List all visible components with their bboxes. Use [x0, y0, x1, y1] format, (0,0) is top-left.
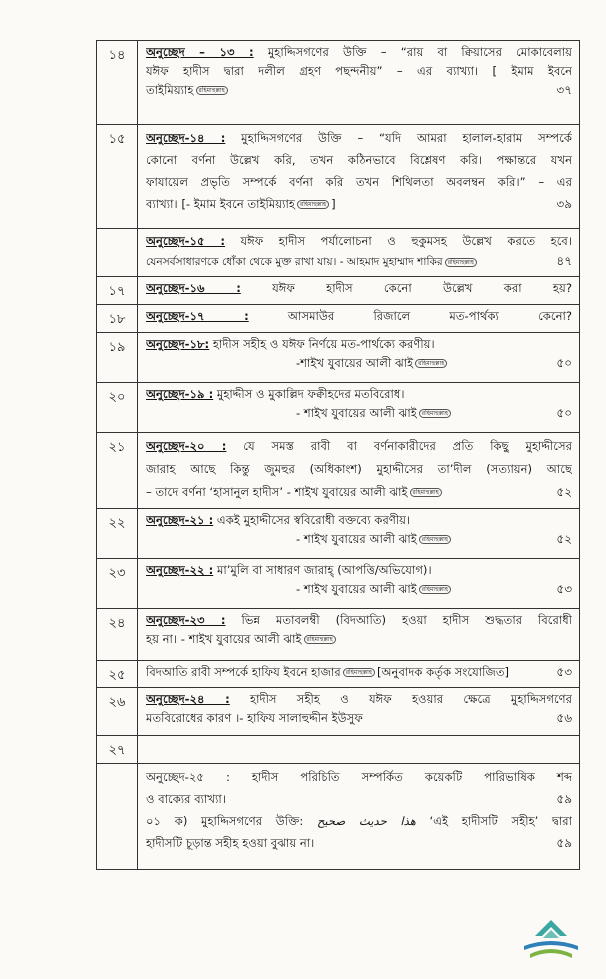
honorific-badge: রহিমাহুল্লাহ: [419, 409, 451, 418]
row-number: ২২: [97, 509, 138, 559]
row-number: ২৪: [97, 609, 138, 661]
table-row: [97, 509, 580, 559]
row-number: [97, 229, 138, 277]
entry-content: অনুচ্ছেদ-১৮: হাদীস সহীহ ও যঈফ নির্ণয়ে মত-পার্থক্যে করণীয়। -শাইখ যুবায়ের আলী ঝাই রহিমাহুল্লাহ ৫০: [138, 333, 580, 383]
row-number: ২৩: [97, 559, 138, 609]
page-number: ৫৩: [556, 665, 572, 679]
section-heading: অনুচ্ছেদ-১৯ :: [146, 387, 214, 401]
section-heading: অনুচ্ছেদ-২৫ :: [146, 770, 230, 784]
section-heading: অনুচ্ছেদ-১৬ :: [146, 281, 241, 295]
section-heading: অনুচ্ছেদ-২১ :: [146, 513, 214, 527]
entry-content: অনুচ্ছেদ-২২ : মা’মুলি বা সাধারণ জারাহ্ (আপত্তি/অভিযোগ)। - শাইখ যুবায়ের আলী ঝাই রহিমাহুল্লাহ ৫৩: [138, 559, 580, 609]
honorific-badge: রহিমাহুল্লাহ: [297, 200, 329, 209]
row-number: ১৮: [97, 305, 138, 333]
entry-content: অনুচ্ছেদ-১৭ : আসমাউর রিজালে মত-পার্থক্য কেনো?: [138, 305, 580, 333]
entry-content: বিদআতি রাবী সম্পর্কে হাফিয ইবনে হাজার রহিমাহুল্লাহ [অনুবাদক কর্তৃক সংযোজিত] ৫৩: [138, 661, 580, 688]
row-number: ২০: [97, 383, 138, 433]
table-row: [97, 764, 580, 870]
table-row: [97, 433, 580, 509]
table-row: [97, 661, 580, 688]
table-of-contents: [96, 40, 580, 870]
section-heading: অনুচ্ছেদ-১৮:: [146, 337, 210, 351]
table-row: [97, 125, 580, 229]
entry-content: অনুচ্ছেদ-১৫ : যঈফ হাদীস পর্যালোচনা ও হুকুমসহ উল্লেখ করতে হবে। যেনসর্বসাধারণকে ধোঁকা থেকে মুক্ত রাখা যায়। - আহমাদ মুহাম্মাদ শাকির রহিমাহুল্লাহ ৪৭: [138, 229, 580, 277]
row-number: [97, 764, 138, 870]
page-number: ৫০: [556, 406, 572, 420]
honorific-badge: রহিমাহুল্লাহ: [419, 535, 451, 544]
row-number: ২৭: [97, 736, 138, 764]
honorific-badge: রহিমাহুল্লাহ: [419, 585, 451, 594]
entry-content: অনুচ্ছেদ-২৩ : ভিন্ন মতাবলম্বী (বিদআতি) হওয়া হাদীস শুদ্ধতার বিরোধী হয় না। - শাইখ যুবায়ের আলী ঝাই রহিমাহুল্লাহ: [138, 609, 580, 661]
section-heading: অনুচ্ছেদ-২২ :: [146, 563, 214, 577]
honorific-badge: রহিমাহুল্লাহ: [304, 635, 336, 644]
row-number: ২১: [97, 433, 138, 509]
row-number: ১৪: [97, 41, 138, 125]
entry-content: অনুচ্ছেদ-১৯ : মুহাদ্দীস ও মুকাল্লিদ ফক্বীহদের মতবিরোধ। - শাইখ যুবায়ের আলী ঝাই রহিমাহুল্লাহ ৫০: [138, 383, 580, 433]
arabic-phrase: هذا حديث صحيح: [316, 814, 416, 828]
page-number: ৪৭: [556, 254, 572, 268]
page-number: ৫০: [556, 356, 572, 370]
page-number: ৫২: [556, 485, 572, 499]
page-number: ৩৭: [556, 83, 572, 97]
page-number: ৫৯: [556, 792, 572, 806]
page-number: ৫৬: [556, 711, 572, 725]
section-heading: অনুচ্ছেদ-২৩ :: [146, 613, 226, 627]
row-number: ১৭: [97, 277, 138, 305]
table-row: [97, 41, 580, 125]
row-number: ১৫: [97, 125, 138, 229]
section-heading: অনুচ্ছেদ-২০ :: [146, 439, 227, 453]
page-number: ৫২: [556, 532, 572, 546]
entry-content: অনুচ্ছেদ-১৪ : মুহাদ্দিসগণের উক্তি – “যদি আমরা হালাল-হারাম সম্পর্কে কোনো বর্ণনা উল্লেখ করি, তখন কঠিনভাবে বিশ্লেষণ করি। পক্ষান্তরে যখন ফাযায়েল প্রভৃতি সম্পর্কে বর্ণনা করি তখন শিথিলতা অবলম্বন করি।” – এর ব্যাখ্যা। [- ইমাম ইবনে তাইমিয়্যাহ রহিমাহুল্লাহ ] ৩৯: [138, 125, 580, 229]
page-number: ৩৯: [556, 197, 572, 211]
table-row: [97, 229, 580, 277]
section-heading: অনুচ্ছেদ-২৪ :: [146, 692, 230, 706]
honorific-badge: রহিমাহুল্লাহ: [445, 258, 477, 267]
table-row: [97, 383, 580, 433]
honorific-badge: রহিমাহুল্লাহ: [343, 668, 375, 677]
section-heading: অনুচ্ছেদ-১৭ :: [146, 309, 249, 323]
entry-content: অনুচ্ছেদ-২০ : যে সমস্ত রাবী বা বর্ণনাকারীদের প্রতি কিছু মুহাদ্দীসের জারাহ আছে কিন্তু জুমহুর (অধিকাংশ) মুহাদ্দীসের তা’দীল (সত্যায়ন) আছে – তাদে বর্ণনা ‘হাসানুল হাদীস’ - শাইখ যুবায়ের আলী ঝাই রহিমাহুল্লাহ ৫২: [138, 433, 580, 509]
table-row: [97, 305, 580, 333]
table-row: [97, 736, 580, 764]
section-heading: অনুচ্ছেদ-১৫ :: [146, 234, 225, 248]
honorific-badge: রহিমাহুল্লাহ: [415, 359, 447, 368]
table-row: [97, 688, 580, 736]
entry-content-empty: [138, 736, 580, 764]
table-row: [97, 333, 580, 383]
entry-content: অনুচ্ছেদ – ১৩ : মুহাদ্দিসগণের উক্তি – “রায় বা ক্বিয়াসের মোকাবেলায় যঈফ হাদীস দ্বারা দলীল গ্রহণ পছন্দনীয়” – এর ব্যাখ্যা। [ ইমাম ইবনে তাইমিয়্যাহ রহিমাহুল্লাহ ৩৭: [138, 41, 580, 125]
entry-content: অনুচ্ছেদ-১৬ : যঈফ হাদীস কেনো উল্লেখ করা হয়?: [138, 277, 580, 305]
page-number: ৫৩: [556, 582, 572, 596]
honorific-badge: রহিমাহুল্লাহ: [410, 488, 442, 497]
row-number: ১৯: [97, 333, 138, 383]
table-row: [97, 609, 580, 661]
table-row: [97, 277, 580, 305]
entry-content: অনুচ্ছেদ-২১ : একই মুহাদ্দীসের স্ববিরোধী বক্তব্যে করণীয়। - শাইখ যুবায়ের আলী ঝাই রহিমাহুল্লাহ ৫২: [138, 509, 580, 559]
table-row: [97, 559, 580, 609]
entry-content: অনুচ্ছেদ-২৪ : হাদীস সহীহ ও যঈফ হওয়ার ক্ষেত্রে মুহাদ্দিসগণের মতবিরোধের কারণ ।- হাফিয সালাহুদ্দীন ইউসুফ ৫৬: [138, 688, 580, 736]
page-number: ৫৯: [556, 836, 572, 850]
publisher-logo-icon: [520, 918, 582, 966]
row-number: ২৬: [97, 688, 138, 736]
row-number: ২৫: [97, 661, 138, 688]
section-heading: অনুচ্ছেদ – ১৩ :: [146, 45, 254, 59]
section-heading: অনুচ্ছেদ-১৪ :: [146, 131, 226, 145]
honorific-badge: রহিমাহুল্লাহ: [196, 86, 228, 95]
entry-content: অনুচ্ছেদ-২৫ : হাদীস পরিচিতি সম্পর্কিত কয়েকটি পারিভাষিক শব্দ ও বাক্যের ব্যাখ্যা। ৫৯ ০১ ক) মুহাদ্দিসগণের উক্তি: هذا حديث صحيح ‘এই হাদীসটি সহীহ’ দ্বারা হাদীসটি চূড়ান্ত সহীহ হওয়া বুঝায় না। ৫৯: [138, 764, 580, 870]
